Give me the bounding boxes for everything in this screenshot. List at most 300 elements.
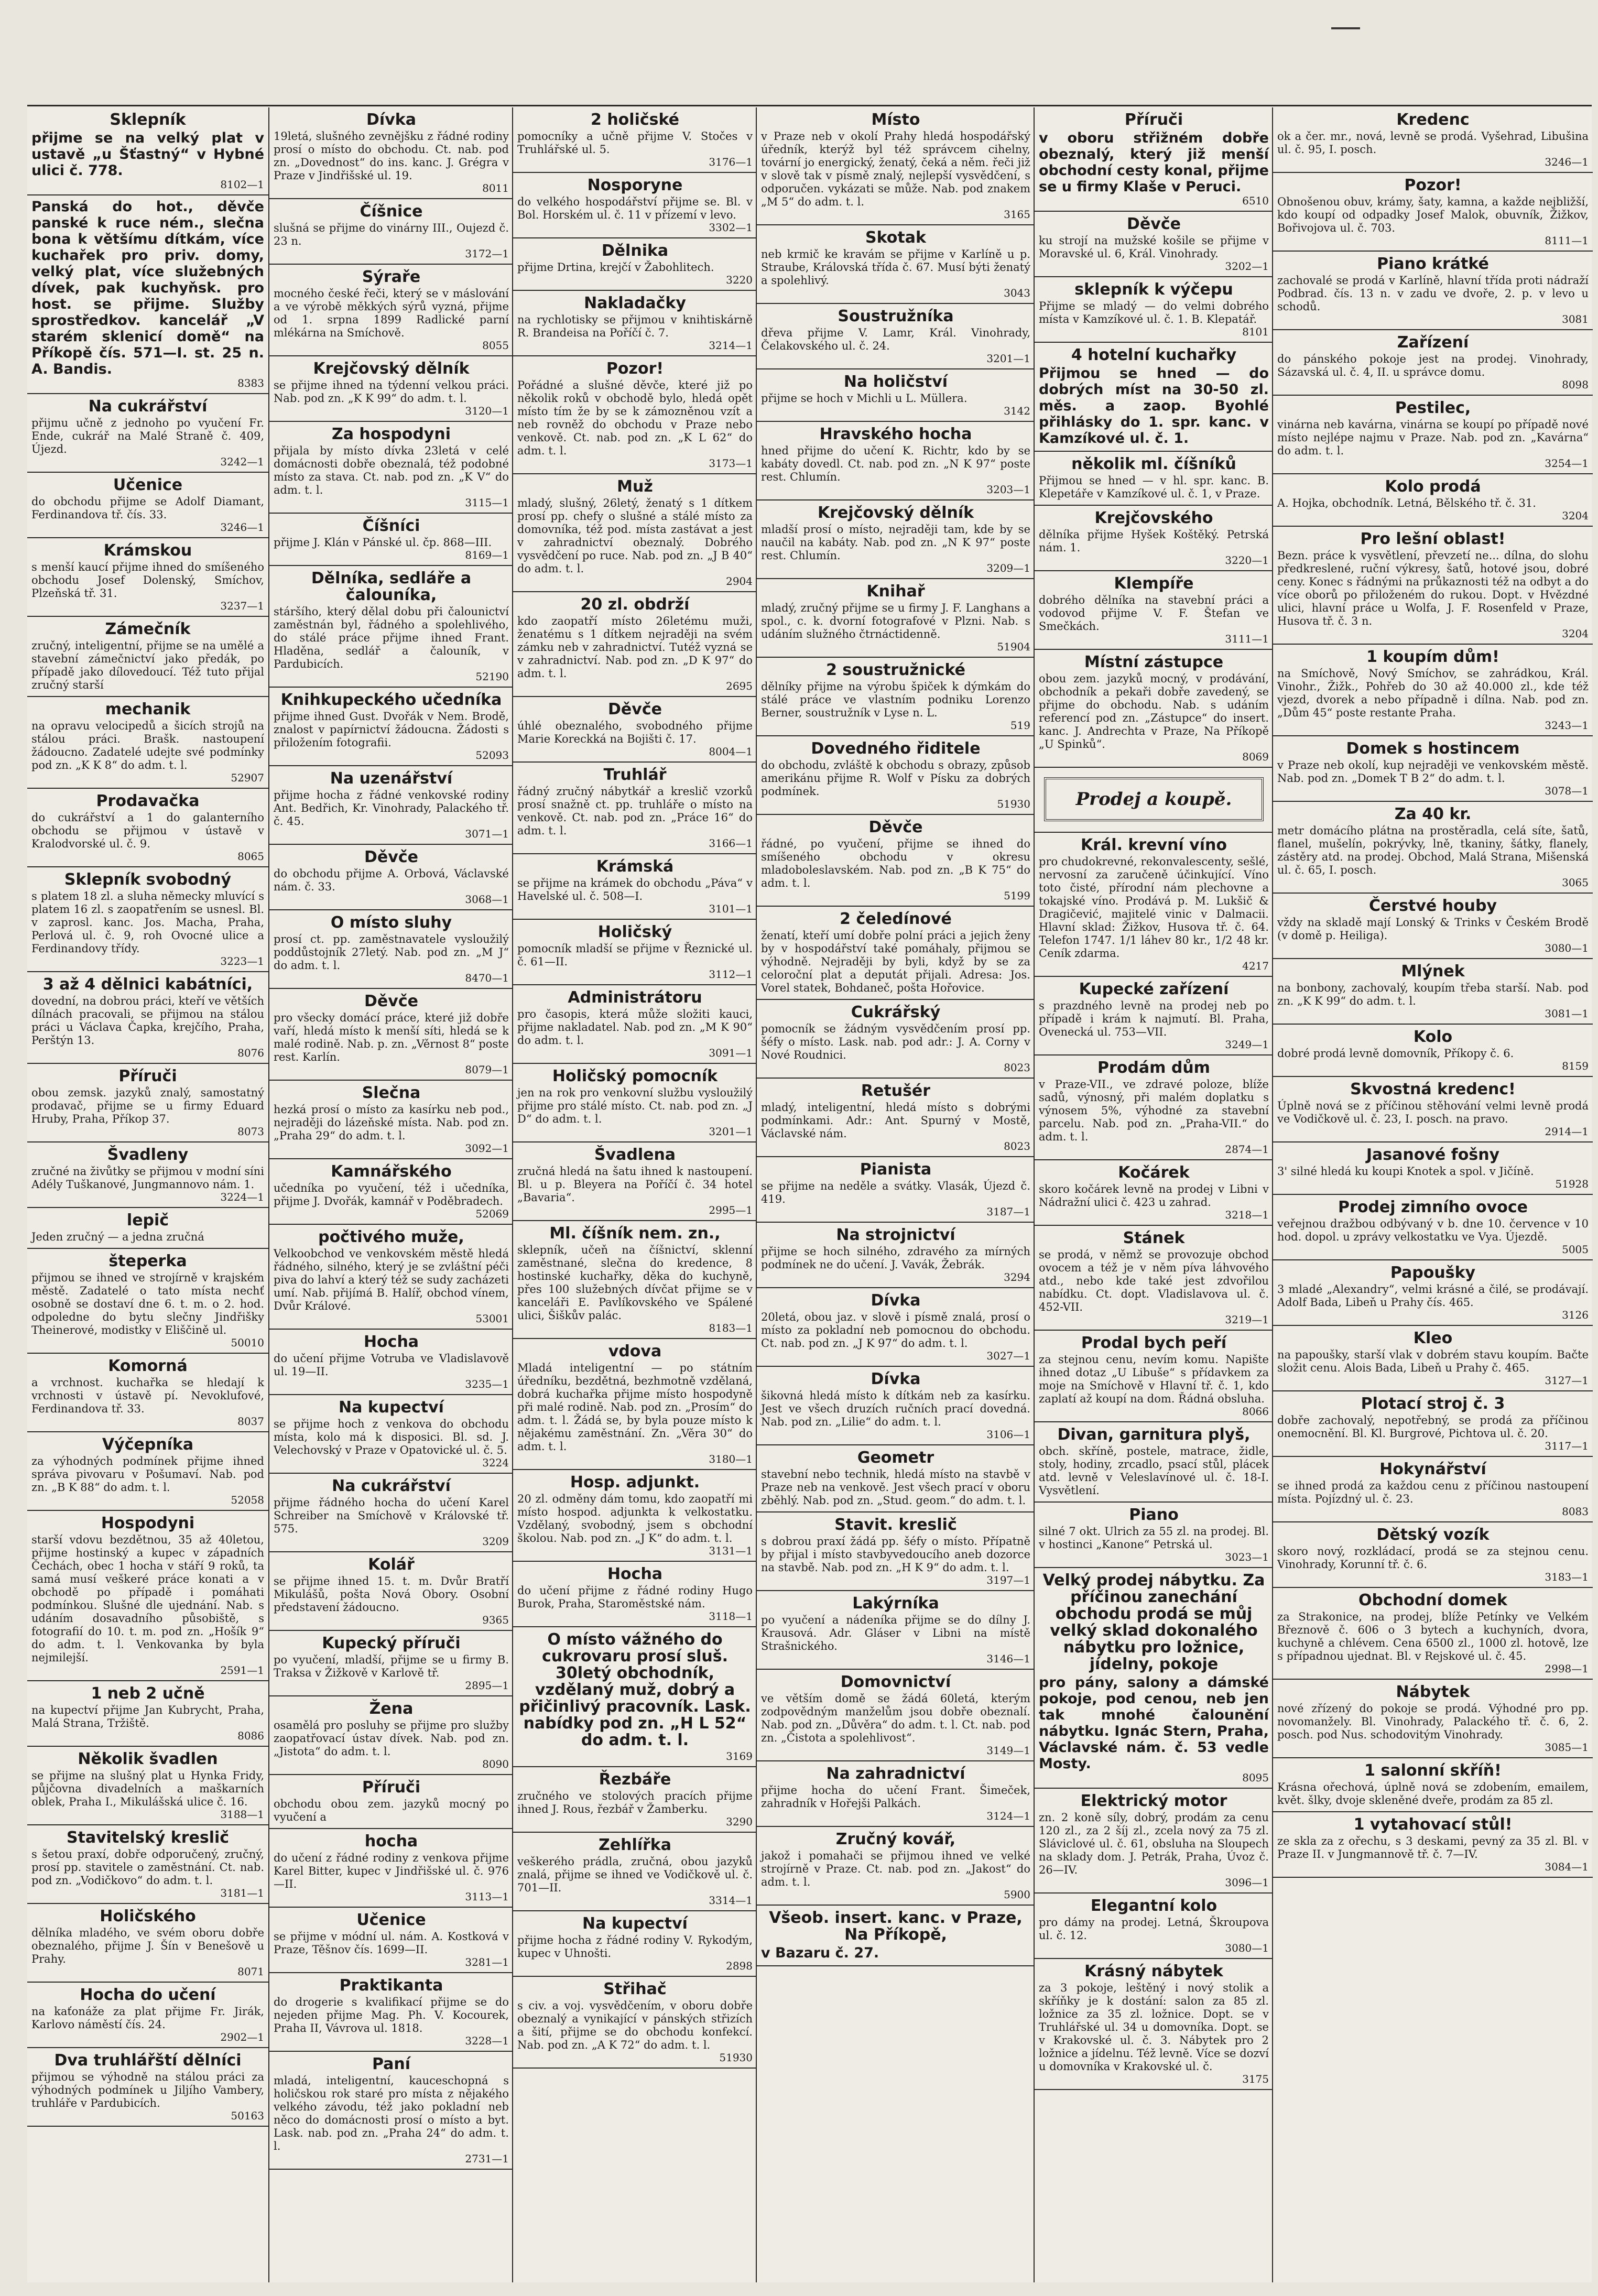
classified-ad <box>27 107 268 195</box>
ad-title: mechanik <box>105 700 191 719</box>
ad-body: obch. skříně, postele, matrace, židle, stoly, hodiny, zrcadlo, psací stůl, plácek atd. levně v Veleslavínové ul. č. 18-I. Vysvětlení. <box>1039 1445 1269 1497</box>
ad-body: se přijme ihned 15. t. m. Dvůr Bratří Mikulášů, pošta Nová Obory. Osobní představení žádoucno. <box>274 1575 509 1614</box>
ad-body: v Praze-VII., ve zdravé poloze, blíže sadů, výnosný, při malém doplatku s výnosem 5%, výhodné za stavební parcelu. Nab. pod zn. „Praha-VII.“ do adm. t. l. <box>1039 1078 1269 1143</box>
ad-code: 3142 <box>1004 405 1030 417</box>
ad-title: Holičského <box>100 1907 196 1925</box>
ad-body: přijme řádného hocha do učení Karel Schreiber na Smíchově v Královské tř. 575. <box>274 1496 509 1535</box>
classified-ad <box>1035 1568 1273 1789</box>
classified-ad <box>513 1064 757 1142</box>
ad-body: na rychlotisky se přijmou v knihtiskárně R. Brandeisa na Poříčí č. 7. <box>517 313 753 339</box>
classified-ad <box>27 1681 268 1747</box>
ad-title: Kleo <box>1413 1329 1453 1347</box>
classifieds-page <box>27 107 1592 2282</box>
ad-code: 3124—1 <box>986 1810 1030 1822</box>
ad-code: 3084—1 <box>1545 1860 1589 1873</box>
ad-body: obou zem. jazyků mocný, v prodávání, obchodník a pekaři dobře zavedený, se přijme do obchodu. Nab. s udáním referencí pod zn. „Zástupce“ do insert. kanc. J. Andrechta v Praze, Na Příkopě „U Spinků“. <box>1039 672 1269 750</box>
ad-code: 3101—1 <box>709 902 753 915</box>
ad-code: 8023 <box>1004 1140 1030 1152</box>
ad-body: A. Hojka, obchodník. Letná, Bělského tř. č. 31. <box>1277 497 1536 509</box>
ad-title: Místní zástupce <box>1084 653 1224 671</box>
classified-ad <box>27 195 268 394</box>
classified-ad <box>513 238 757 291</box>
column-3 <box>512 107 757 2282</box>
ad-code: 3176—1 <box>709 156 753 168</box>
ad-code: 3246—1 <box>220 521 264 534</box>
classified-ad <box>513 173 757 238</box>
ad-title: Kredenc <box>1396 111 1470 129</box>
ad-body: Panská do hot., děvče panské k ruce ném., slečna bona k většímu dítkám, více kuchařek pro priv. domy, velký plat, více služebných dívek, pak kuchyňsk. pro host. se přijme. Služby sprostředkov. kancelář „V starém sklenicí domě“ na Příkopě čís. 571—I. st. 25 n. A. Bandis. <box>31 199 264 377</box>
classified-ad <box>269 356 513 422</box>
ad-title: sklepník k výčepu <box>1074 280 1233 299</box>
classified-ad <box>1273 1457 1593 1522</box>
ad-body: přijmou se ihned ve strojírně v krajském městě. Zadatelé o tato místa nechť osobně se dostaví dne 6. t. m. o 2. hod. odpoledne do bytu slečny Jindřišky Theinerové, modistky v Eliščině ul. <box>31 1271 264 1336</box>
classified-ad <box>269 688 513 766</box>
ad-code: 3169 <box>726 1750 753 1762</box>
ad-body: zručné na živůtky se přijmou v modní síni Adély Tuškanové, Jungmannovo nám. 1. <box>31 1165 264 1191</box>
ad-code: 2591—1 <box>220 1664 264 1677</box>
classified-ad <box>1273 1195 1593 1260</box>
ad-title: 1 koupím dům! <box>1366 648 1499 666</box>
classified-ad <box>269 1225 513 1330</box>
classified-ad <box>1273 474 1593 527</box>
ad-title: Dětský vozík <box>1376 1526 1490 1544</box>
ad-code: 8086 <box>237 1729 264 1742</box>
ad-code: 2695 <box>726 680 753 692</box>
ad-code: 3043 <box>1004 287 1030 299</box>
classified-ad <box>269 989 513 1081</box>
ad-title: Zařízení <box>1397 333 1469 352</box>
ad-title: Holičský pomocník <box>552 1067 718 1085</box>
ad-code: 3078—1 <box>1545 785 1589 797</box>
ad-title: 1 salonní skříň! <box>1364 1761 1502 1780</box>
ad-body: přijme ihned Gust. Dvořák v Nem. Brodě, znalost v papírnictví žádoucna. Žádosti s přiložením fotografii. <box>274 710 509 749</box>
classified-ad <box>1035 1226 1273 1331</box>
classified-ad <box>513 474 757 592</box>
classified-ad <box>513 1142 757 1221</box>
ad-code: 3112—1 <box>709 968 753 981</box>
ad-title: Domovnictví <box>840 1673 951 1691</box>
classified-ad <box>269 514 513 566</box>
ad-body: pomocník mladší se přijme v Řeznické ul. č. 61—II. <box>517 942 753 968</box>
classified-ad <box>269 422 513 514</box>
ad-body: 19letá, slušného zevnějšku z řádné rodiny prosí o místo do obchodu. Ct. nab. pod zn. „Dovednost“ do ins. kanc. J. Grégra v Praze v Jindřišské ul. 19. <box>274 130 509 182</box>
ad-code: 3172—1 <box>465 247 509 260</box>
ad-code: 51904 <box>997 640 1030 653</box>
ad-body: stavební nebo technik, hledá místo na stavbě v Praze neb na venkově. Jest všech prací v oboru zběhlý. Nab. pod zn. „Stud. geom.“ do adm. t. l. <box>761 1468 1030 1507</box>
ad-code: 3294 <box>1004 1271 1030 1283</box>
ad-code: 2895—1 <box>465 1679 509 1692</box>
ad-title: 3 až 4 dělnici kabátníci, <box>42 975 253 994</box>
ad-code: 9365 <box>482 1614 509 1626</box>
column-2 <box>268 107 513 2282</box>
ad-title: Sklepník <box>110 111 186 129</box>
ad-code: 2904 <box>726 575 753 587</box>
classified-ad <box>1273 1260 1593 1326</box>
ad-body: v Bazaru č. 27. <box>761 1945 879 1961</box>
ad-code: 3235—1 <box>465 1378 509 1390</box>
ad-title: O místo vážného do cukrovaru prosí sluš. 30letý obchodník, vzdělaný muž, dobrý a přičinlivý pracovník. Lask. nabídky pod zn. „H L 52“ do adm. t. l. <box>519 1630 751 1749</box>
ad-title: Muž <box>617 477 653 496</box>
classified-ad <box>1273 1812 1593 1878</box>
ad-code: 8183—1 <box>709 1322 753 1334</box>
ad-title: Na zahradnictví <box>826 1765 965 1783</box>
ad-title: Hospodyni <box>101 1514 195 1532</box>
ad-code: 8470—1 <box>465 972 509 984</box>
ad-title: Pozor! <box>606 360 664 378</box>
ad-code: 5005 <box>1562 1243 1589 1256</box>
ad-title: Dělnika <box>601 242 669 260</box>
ad-title: Žena <box>369 1700 414 1718</box>
ad-title: Velký prodej nábytku. Za příčinou zanechání obchodu prodá se můj velký sklad dokonalého nábytku pro ložnice, jídelny, pokoje <box>1042 1571 1265 1673</box>
ad-title: Řezbáře <box>599 1770 671 1789</box>
ad-title: Geometr <box>857 1449 934 1467</box>
ad-title: Administrátoru <box>568 988 702 1007</box>
ad-body: do pánského pokoje jest na prodej. Vinohrady, Sázavská ul. č. 4, II. u správce domu. <box>1277 353 1589 378</box>
ad-body: v Praze neb v okolí Prahy hledá hospodářský úředník, kterýž byl též správcem cihelny, tovární jo energický, ženatý, čeká a něm. řeči již v slově tak v písmě znalý, nejlepší vysvědčení, s odporučen. vykázati se může. Nab. pod znakem „M 5“ do adm. t. l. <box>761 130 1030 208</box>
classified-ad <box>27 473 268 538</box>
classified-ad <box>757 1288 1035 1367</box>
ad-body: přijme J. Klán v Pánské ul. čp. 868—III. <box>274 536 492 549</box>
classified-ad <box>1035 452 1273 506</box>
ad-body: se přijme v módní ul. nám. A. Kostková v Praze, Těšnov čís. 1699—II. <box>274 1930 509 1956</box>
ad-title: Děvče <box>868 818 923 836</box>
ad-body: obchodu obou zem. jazyků mocný po vyučení a <box>274 1798 509 1823</box>
ad-code: 3120—1 <box>465 405 509 417</box>
ad-body: za 3 pokoje, leštěný i nový stolik a skříňky je k dostání: salon za 85 zl. ložnice za 35 zl. ložnice. Dopt. se v Truhlářské ul. 34 u domovníka. Dopt. se v Krakovské ul. č. 3. Nábytek pro 2 ložnice a jídelnu. Též levně. Více se dozví u domovníka v Krakovské ul. č. <box>1039 1982 1269 2073</box>
ad-body: přijme hocha z řádné rodiny V. Rykodým, kupec v Uhnošti. <box>517 1934 753 1960</box>
classified-ad <box>1273 959 1593 1025</box>
ad-body: kdo zaopatří místo 26letému muži, ženatému s 1 dítkem nejraději na svém zámku neb v zahradnictví. Tutéž vyzná se v zahradnictví. Nab. pod zn. „D K 97“ do adm. t. l. <box>517 615 753 680</box>
ad-title: Číšníci <box>362 517 420 535</box>
ad-title: Místo <box>871 111 920 129</box>
ad-body: veřejnou dražbou odbývaný v b. dne 10. července v 10 hod. dopol. u zprávy velkostatku ve Vya. Újezdě. <box>1277 1217 1589 1243</box>
ad-title: Krámská <box>596 857 674 876</box>
ad-title: Paní <box>372 2055 411 2073</box>
classified-ad <box>1035 107 1273 212</box>
classified-ad <box>1035 277 1273 343</box>
ad-title: hocha <box>364 1832 418 1851</box>
ad-title: Kupecké zařízení <box>1079 980 1229 998</box>
ad-body: starší vdovu bezdětnou, 35 až 40letou, přijme hostinský a kupec v západních Čechách, obec 1 hocha v stáří 9 roků, ta samá musí veškeré práce konati a v obchodě po případě i pomáhati podmínkou. Slušné dle ujednání. Nab. s udáním dosavadního působiště, s fotografií do 10. t. m. pod zn. „Hošík 9“ do adm. t. l. Venkovanka by byla nejmilejší. <box>31 1533 264 1664</box>
ad-title: Za 40 kr. <box>1394 805 1472 823</box>
ad-body: do drogerie s kvalifikací přijme se do nejeden přijme Mag. Ph. V. Kocourek, Praha II, Vávrova ul. 1818. <box>274 1996 509 2034</box>
ad-title: Stánek <box>1123 1229 1185 1247</box>
ad-body: dělníky přijme na výrobu špiček k dýmkám do stálé práce ve vlastním podniku Lorenzo Berner, soustružník v Lyse n. L. <box>761 680 1030 719</box>
classified-ad <box>1035 212 1273 277</box>
ad-title: Skvostná kredenc! <box>1350 1080 1516 1098</box>
ad-body: slušná se přijme do vinárny III., Oujezd č. 23 n. <box>274 222 509 247</box>
ad-code: 3220 <box>726 274 753 286</box>
ad-code: 3091—1 <box>709 1047 753 1059</box>
classified-ad <box>757 225 1035 304</box>
classified-ad <box>513 1977 757 2069</box>
ad-code: 3220—1 <box>1225 554 1269 567</box>
classified-ad <box>269 1908 513 1973</box>
ad-title: Pozor! <box>1404 176 1462 194</box>
ad-title: 1 neb 2 učně <box>91 1684 205 1703</box>
ad-title: Nakladačky <box>584 294 686 312</box>
ad-body: 3 mladé „Alexandry“, velmi krásné a čilé, se prodávají. Adolf Bada, Libeň u Prahy čís. 465. <box>1277 1283 1589 1309</box>
ad-title: Kočárek <box>1118 1163 1190 1182</box>
ad-title: Truhlář <box>603 766 667 784</box>
ad-title: 20 zl. obdrží <box>580 595 690 614</box>
ad-body: přijme hocha z řádné venkovské rodiny Ant. Bedřich, Kr. Vinohrady, Palackého tř. č. 45. <box>274 789 509 828</box>
ad-code: 51930 <box>997 798 1030 810</box>
classified-ad <box>1273 645 1593 736</box>
classified-ad <box>1035 768 1273 833</box>
classified-ad <box>1035 1503 1273 1568</box>
ad-body: s šetou praxí, dobře odporučený, zručný, prosí pp. stavitele o zaměstnání. Ct. nab. pod zn. „Vodičkovo“ do adm. t. l. <box>31 1848 264 1887</box>
classified-ad <box>513 1833 757 1911</box>
ad-code: 3219—1 <box>1225 1313 1269 1326</box>
ad-title: Střihač <box>603 1980 667 1998</box>
ad-code: 2902—1 <box>220 2031 264 2043</box>
ad-code: 8066 <box>1242 1405 1269 1418</box>
classified-ad <box>757 815 1035 907</box>
ad-body: přijme se na velký plat v ustavě „u Šťastný“ v Hybné ulici č. 778. <box>31 130 264 179</box>
classified-ad <box>269 910 513 989</box>
ad-title: Děvče <box>1127 215 1181 233</box>
ad-code: 3113—1 <box>465 1890 509 1903</box>
ad-title: Elektrický motor <box>1080 1792 1227 1810</box>
ad-title: Na kupectví <box>582 1914 688 1933</box>
ad-code: 3224 <box>482 1456 509 1469</box>
ad-title: Slečna <box>362 1084 421 1102</box>
ad-code: 3080—1 <box>1545 942 1589 954</box>
ad-body: zn. 2 koně síly, dobrý, prodám za cenu 120 zl., za 2 šíj zl., zcela nový za 75 zl. Sláviclové ul. č. 61, obsluha na Sloupech na sklady dom. J. Petrák, Praha, Úvoz č. 26—IV. <box>1039 1811 1269 1876</box>
ad-code: 3071—1 <box>465 828 509 840</box>
ad-code: 3188—1 <box>220 1808 264 1821</box>
ad-code: 3218—1 <box>1225 1209 1269 1221</box>
ad-body: se přijme na neděle a svátky. Vlasák, Újezd č. 419. <box>761 1180 1030 1205</box>
classified-ad <box>1035 1055 1273 1160</box>
ad-code: 8111—1 <box>1545 234 1589 247</box>
ad-code: 3149—1 <box>986 1744 1030 1757</box>
ad-code: 52058 <box>231 1494 264 1506</box>
classified-ad <box>513 291 757 356</box>
ad-title: O místo sluhy <box>330 913 452 932</box>
classified-ad <box>1273 894 1593 959</box>
classified-ad <box>1273 1588 1593 1680</box>
ad-code: 3209 <box>482 1535 509 1548</box>
classified-ad <box>269 1474 513 1552</box>
ad-code: 3214—1 <box>709 339 753 352</box>
classified-ad <box>1273 802 1593 894</box>
classified-ad <box>27 1432 268 1511</box>
ad-body: se ihned prodá za každou cenu z příčinou nastoupení místa. Pojízdný ul. č. 23. <box>1277 1479 1589 1505</box>
column-4 <box>756 107 1035 2282</box>
ad-body: přijmou se výhodně na stálou práci za výhodných podmínek u Jiljího Vambery, truhláře v Pardubicích. <box>31 2071 264 2109</box>
ad-body: přijme hocha do učení Frant. Šimeček, zahradník v Hořejši Palkách. <box>761 1784 1030 1810</box>
ad-code: 8102—1 <box>220 178 264 191</box>
ad-title: Dovedného řiditele <box>811 739 981 758</box>
classified-ad <box>1035 571 1273 650</box>
ad-code: 3254—1 <box>1545 457 1589 470</box>
ad-title: Příruči <box>1124 111 1183 129</box>
ad-code: 8065 <box>237 850 264 863</box>
ad-body: přijme se hoch v Michli u L. Müllera. <box>761 392 968 405</box>
ad-code: 51930 <box>719 2051 753 2064</box>
ad-title: Pro lešní oblast! <box>1360 530 1506 548</box>
ad-title: Hocha <box>607 1565 663 1583</box>
ad-body: jen na rok pro venkovní službu vysloužilý přijme pro stálé místo. Ct. nab. pod zn. „J D“ do adm. t. l. <box>517 1086 753 1125</box>
ad-code: 3080—1 <box>1225 1942 1269 1954</box>
classified-ad <box>1035 1789 1273 1894</box>
classified-ad <box>269 1973 513 2052</box>
classified-ad <box>1273 173 1593 252</box>
ad-code: 3223—1 <box>220 955 264 967</box>
ad-body: řádný zručný nábytkář a kreslič vzorků prosí snažně ct. pp. truhláře o místo na venkově. Ct. nab. pod zn. „Práce 16“ do adm. t. l. <box>517 785 753 837</box>
ad-title: Na uzenářství <box>330 769 453 788</box>
classified-ad <box>513 1221 757 1339</box>
ad-title: Na kupectví <box>339 1398 444 1417</box>
ad-code: 8079—1 <box>465 1063 509 1076</box>
ad-title: Všeob. insert. kanc. v Praze, Na Příkopě, <box>769 1909 1023 1944</box>
ad-code: 3246—1 <box>1545 156 1589 168</box>
ad-code: 3092—1 <box>465 1142 509 1155</box>
ad-body: pro časopis, která může složiti kauci, přijme nakladatel. Nab. pod zn. „M K 90“ do adm. t. l. <box>517 1008 753 1047</box>
classified-ad <box>27 1825 268 1904</box>
ad-code: 3068—1 <box>465 893 509 906</box>
column-5 <box>1034 107 1273 2282</box>
ad-code: 8011 <box>482 182 509 194</box>
classified-ad <box>1273 527 1593 645</box>
ad-title: Lakýrníka <box>852 1594 939 1613</box>
classified-ad <box>757 1827 1035 1906</box>
classified-ad <box>269 1330 513 1395</box>
classified-ad <box>757 736 1035 815</box>
classified-ad <box>513 1339 757 1470</box>
ad-code: 8159 <box>1562 1060 1589 1072</box>
ad-body: a vrchnost. kuchařka se hledají k vrchnosti v ústavě pí. Nevoklufové, Ferdinandova tř. 33. <box>31 1376 264 1415</box>
ad-title: Na cukrářství <box>88 397 208 416</box>
classified-ad <box>27 1354 268 1432</box>
ad-code: 3201—1 <box>709 1125 753 1138</box>
ad-body: nové zřízený do pokoje se prodá. Výhodné pro pp. novomanžely. Bl. Vinohrady, Palackého tř. č. 6, 2. posch. pod Nus. schodovitým Vinohrady. <box>1277 1702 1589 1741</box>
ad-code: 8076 <box>237 1047 264 1059</box>
ad-code: 3096—1 <box>1225 1876 1269 1889</box>
ad-title: Zámečník <box>105 620 191 638</box>
ad-code: 8055 <box>482 339 509 352</box>
classified-ad <box>27 617 268 697</box>
ad-body: učedníka po vyučení, též i učedníka, přijme J. Dvořák, kamnář v Poděbradech. <box>274 1182 509 1207</box>
ad-body: do obchodu přijme se Adolf Diamant, Ferdinandova tř. čís. 33. <box>31 495 264 521</box>
ad-title: Za hospodyni <box>331 425 451 443</box>
ad-body: osamělá pro posluhy se přijme pro služby zaopatřovací ústav dívek. Nab. pod zn. „Jistota“ do adm. t. l. <box>274 1719 509 1758</box>
ad-body: do učení z řádné rodiny z venkova přijme Karel Bitter, kupec v Jindřišské ul. č. 976—II. <box>274 1852 509 1890</box>
ad-title: Na strojnictví <box>836 1226 955 1244</box>
classified-ad <box>1273 1680 1593 1758</box>
ad-code: 3023—1 <box>1225 1551 1269 1563</box>
ad-code: 3165 <box>1004 208 1030 221</box>
classified-ad <box>269 1159 513 1225</box>
classified-ad <box>1273 736 1593 802</box>
classified-ad <box>1035 833 1273 977</box>
ad-code: 3085—1 <box>1545 1741 1589 1754</box>
ad-code: 8069 <box>1242 750 1269 763</box>
ad-code: 3228—1 <box>465 2034 509 2047</box>
ad-title: Holičský <box>597 923 672 941</box>
classified-ad <box>757 1906 1035 1966</box>
classified-ad <box>27 789 268 867</box>
ad-code: 8071 <box>237 1965 264 1978</box>
ad-title: Dělníka, sedláře a čalouníka, <box>311 569 472 604</box>
ad-body: mladý, inteligentní, hledá místo s dobrými podmínkami. Adr.: Ant. Spurný v Mostě, Václavské nám. <box>761 1101 1030 1140</box>
ad-body: Přijme se mladý — do velmi dobrého místa v Kamzíkové ul. č. 1. B. Klepatář. <box>1039 300 1269 325</box>
classified-ad <box>27 1249 268 1354</box>
ad-title: Příruči <box>362 1778 421 1797</box>
classified-ad <box>757 1223 1035 1288</box>
ad-code: 3115—1 <box>465 496 509 509</box>
ad-title: Výčepníka <box>102 1435 194 1454</box>
classified-ad <box>757 907 1035 1000</box>
ad-body: v oboru střižném dobře obeznalý, který již menší obchodní cesty konal, přijme se u firmy Klaše v Peruci. <box>1039 130 1269 195</box>
ad-body: úhlé obeznalého, svobodného přijme Marie Koreckká na Bojišti č. 17. <box>517 720 753 745</box>
ad-code: 8383 <box>237 377 264 389</box>
classified-ad <box>513 920 757 985</box>
ad-title: Čerstvé houby <box>1368 897 1497 915</box>
ad-body: dřeva přijme V. Lamr, Král. Vinohrady, Čelakovského ul. č. 24. <box>761 327 1030 352</box>
ad-title: Obchodní domek <box>1358 1591 1507 1609</box>
ad-body: 20 zl. odměny dám tomu, kdo zaopatří mi místo hospod. adjunkta k velkostatku. Vzdělaný, svobodný, jsem s obchodní školou. Nab. pod zn. „J K“ do adm. t. l. <box>517 1493 753 1544</box>
ad-title: Prodal bych peří <box>1081 1334 1227 1352</box>
ad-title: Prodám dům <box>1097 1059 1210 1077</box>
ad-title: Děvče <box>364 992 418 1010</box>
ad-code: 3127—1 <box>1545 1374 1589 1387</box>
ad-code: 8169—1 <box>465 549 509 561</box>
ad-title: Komorná <box>108 1357 188 1375</box>
section-heading: Prodej a koupě. <box>1044 777 1264 821</box>
ad-title: Kamnářského <box>331 1162 452 1181</box>
ad-code: 3314—1 <box>709 1894 753 1907</box>
ad-body: Úplně nová se z příčinou stěhování velmi levně prodá ve Vodičkově ul. č. 23, I. posch. na pravo. <box>1277 1100 1589 1125</box>
ad-body: hezká prosí o místo za kasírku neb pod., nejraději do lázeňské místa. Nab. pod zn. „Praha 29“ do adm. t. l. <box>274 1103 509 1142</box>
ad-body: přijala by místo dívka 23letá v celé domácnosti dobře obeznalá, též podobné místo za stava. Ct. nab. pod zn. „K V“ do adm. t. l. <box>274 444 509 496</box>
classified-ad <box>757 1445 1035 1512</box>
ad-code: 3181—1 <box>220 1887 264 1899</box>
ad-code: 6510 <box>1242 194 1269 207</box>
ad-body: ku strojí na mužské košile se přijme v Moravské ul. 6, Král. Vinohrady. <box>1039 234 1269 260</box>
ad-code: 52907 <box>231 771 264 784</box>
ad-code: 3290 <box>726 1815 753 1828</box>
ad-title: 2 čeledínové <box>840 910 952 928</box>
classified-ad <box>757 369 1035 422</box>
ad-title: šteperka <box>108 1252 187 1270</box>
ad-body: na Smíchově, Nový Smíchov, se zahrádkou, Král. Vinohr., Žižk., Pohřeb do 30 až 40.000 zl., kde též vjezd, dvorek a nebo případně i dílna. Nab. pod zn. „Dům 45“ poste restante Praha. <box>1277 667 1589 719</box>
ad-body: pomocníky a učně přijme V. Stočes v Truhlářské ul. 5. <box>517 130 753 156</box>
ad-body: stáršího, který dělal dobu při čalounictví zaměstnán byl, řádného a spolehlivého, do stálé práce přijme ihned Frant. Hladěna, sedlář a čalouník, v Pardubicích. <box>274 605 509 670</box>
ad-code: 8004—1 <box>709 745 753 758</box>
ad-code: 3173—1 <box>709 457 753 470</box>
classified-ad <box>513 1627 757 1767</box>
ad-title: Soustružníka <box>838 307 954 325</box>
ad-title: Číšnice <box>360 202 423 221</box>
ad-body: Přijmou se hned — v hl. spr. kanc. B. Klepetáře v Kamzíkové ul. č. 1, v Praze. <box>1039 474 1269 500</box>
ad-body: se přijme hoch z venkova do obchodu místa, kolo má k disposici. Bl. sd. J. Velechovský v Praze v Opatovické ul. č. 5. <box>274 1418 509 1456</box>
ad-code: 50163 <box>231 2109 264 2122</box>
ad-title: Divan, garnitura plyš, <box>1057 1426 1251 1444</box>
classified-ad <box>1273 252 1593 330</box>
ad-body: se přijme na slušný plat u Hynka Fridy, půjčovna divadelních a maškarních oblek, Praha I., Mikulášská ulice č. 16. <box>31 1769 264 1808</box>
ad-code: 3065 <box>1562 876 1589 889</box>
classified-ad <box>269 766 513 845</box>
ad-title: vdova <box>608 1342 662 1361</box>
ad-body: Pořádné a slušné děvče, které již po několik roků v obchodě bylo, hledá opět místo tím že by se k zámozněnou vzít a neb rovněž do obchodu v Praze nebo venkově. Ct. nab. pod zn. „K L 62“ do adm. t. l. <box>517 379 753 457</box>
ad-title: Děvče <box>364 848 418 866</box>
ad-body: přijme se hoch silného, zdravého za mírných podmínek ne do učení. J. Vavák, Žebrák. <box>761 1245 1030 1271</box>
classified-ad <box>757 500 1035 579</box>
ad-body: skoro nový, rozkládací, prodá se za stejnou cenu. Vinohrady, Korunní tř. č. 6. <box>1277 1545 1589 1571</box>
